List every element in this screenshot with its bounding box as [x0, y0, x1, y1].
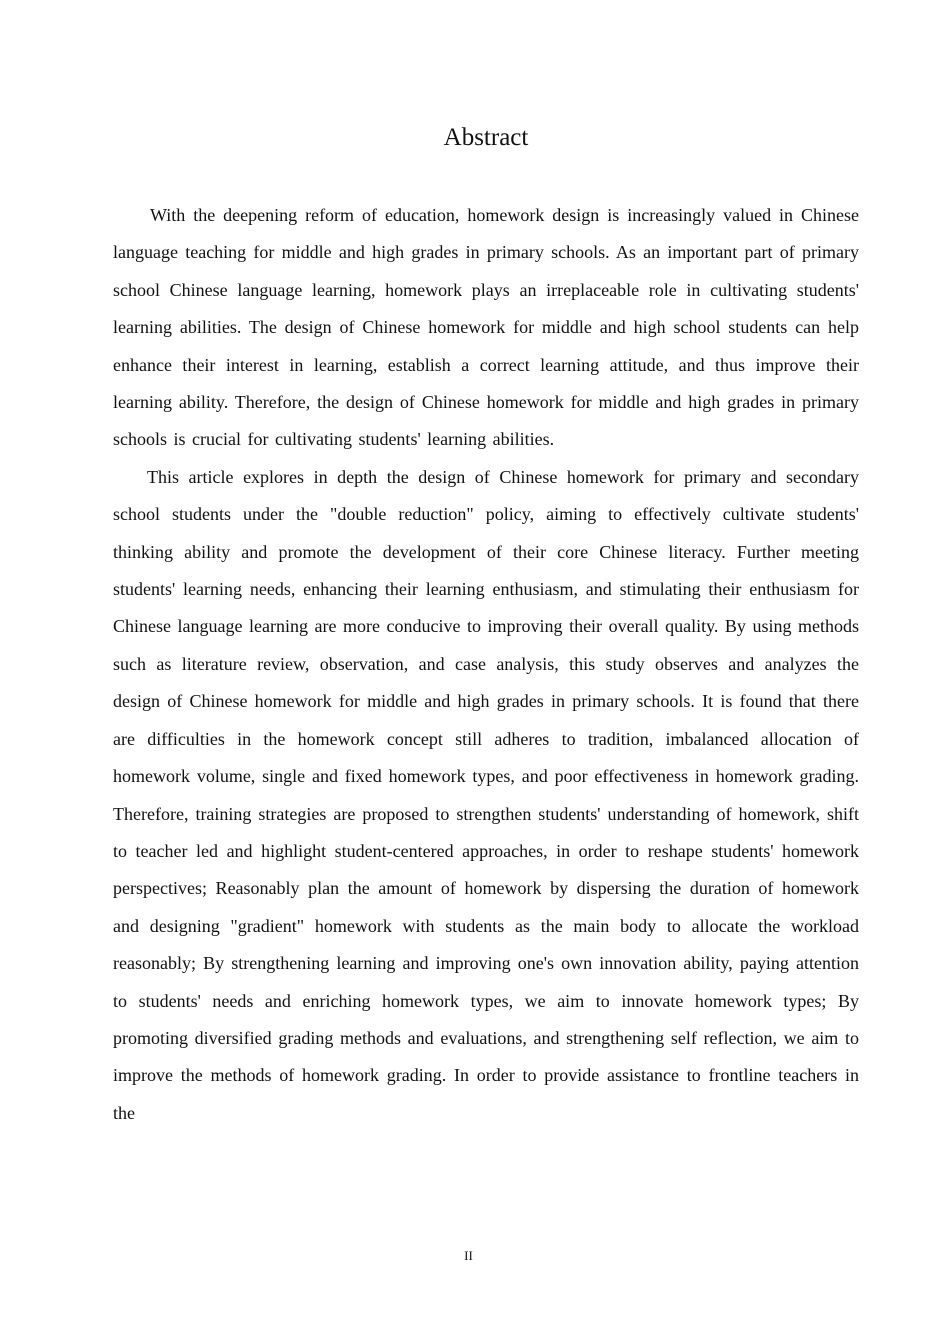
page-number: II — [464, 1248, 473, 1263]
abstract-body — [113, 197, 859, 1132]
abstract-title: Abstract — [443, 124, 529, 151]
abstract-paragraph-1: With the deepening reform of education, homework design is increasingly valued in Chinese language teaching for middle and high grades in primary schools. As an important part of primary school Chinese language learning, homework plays an irreplaceable role in cultivating students' learning abilities. The design of Chinese homework for middle and high school students can help enhance their interest in learning, establish a correct learning attitude, and thus improve their learning ability. Therefore, the design of Chinese homework for middle and high grades in primary schools is crucial for cultivating students' learning abilities. — [113, 205, 859, 450]
abstract-paragraph-2: This article explores in depth the design of Chinese homework for primary and secondary school students under the "double reduction" policy, aiming to effectively cultivate students' thinking ability and promote the development of their core Chinese literacy. Further meeting students' learning needs, enhancing their learning enthusiasm, and stimulating their enthusiasm for Chinese language learning are more conducive to improving their overall quality. By using methods such as literature review, observation, and case analysis, this study observes and analyzes the design of Chinese homework for middle and high grades in primary schools. It is found that there are difficulties in the homework concept still adheres to tradition, imbalanced allocation of homework volume, single and fixed homework types, and poor effectiveness in homework grading. Therefore, training strategies are proposed to strengthen students' understanding of homework, shift to teacher led and highlight student-centered approaches, in order to reshape students' homework perspectives; Reasonably plan the amount of homework by dispersing the duration of homework and designing "gradient" homework with students as the main body to allocate the workload reasonably; By strengthening learning and improving one's own innovation ability, paying attention to students' needs and enriching homework types, we aim to innovate homework types; By promoting diversified grading methods and evaluations, and strengthening self reflection, we aim to improve the methods of homework grading. In order to provide assistance to frontline teachers in the — [113, 466, 859, 1123]
